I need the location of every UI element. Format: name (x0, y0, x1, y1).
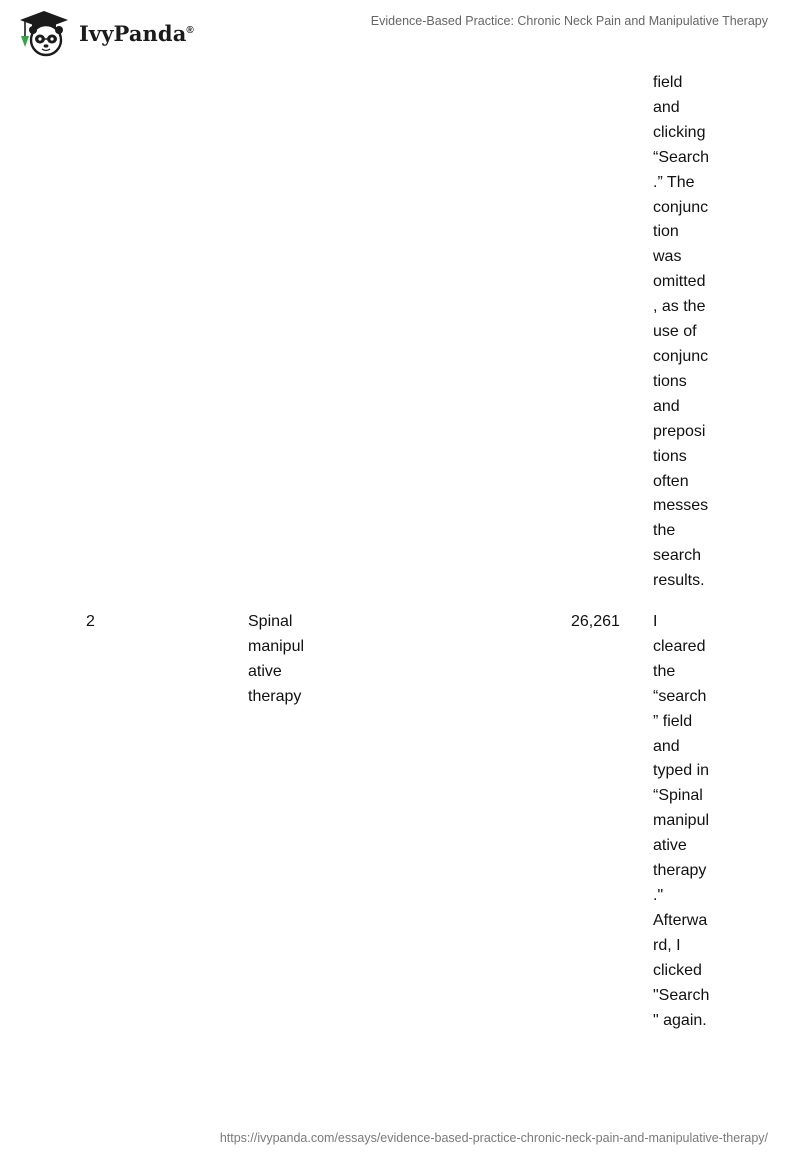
source-url-link[interactable]: https://ivypanda.com/essays/evidence-based-practice-chronic-neck-pain-and-manipulative-therapy/ (219, 1131, 768, 1145)
registered-mark: ® (186, 24, 194, 36)
ivypanda-logo[interactable] (16, 9, 194, 57)
page-header (0, 0, 800, 60)
panda-graduate-icon (16, 9, 72, 57)
document-title: Evidence-Based Practice: Chronic Neck Pain and Manipulative Therapy (370, 14, 768, 28)
table-cell-step-number: 2 (86, 613, 95, 630)
brand-name: IvyPanda® (79, 20, 194, 46)
table-cell-search-term: Spinal manipul ative therapy (248, 613, 305, 705)
table-cell-continued-description: field and clicking “Search .” The conjunc tion was omitted , as the use of conjunc tions and preposi tions often messes the search results. (653, 74, 710, 590)
table-cell-actions: I cleared the “search ” field and typed in “Spinal manipul ative therapy ." Afterwa rd, I clicked "Search " again. (653, 613, 710, 1029)
table-cell-results-count: 26,261 (571, 613, 620, 630)
